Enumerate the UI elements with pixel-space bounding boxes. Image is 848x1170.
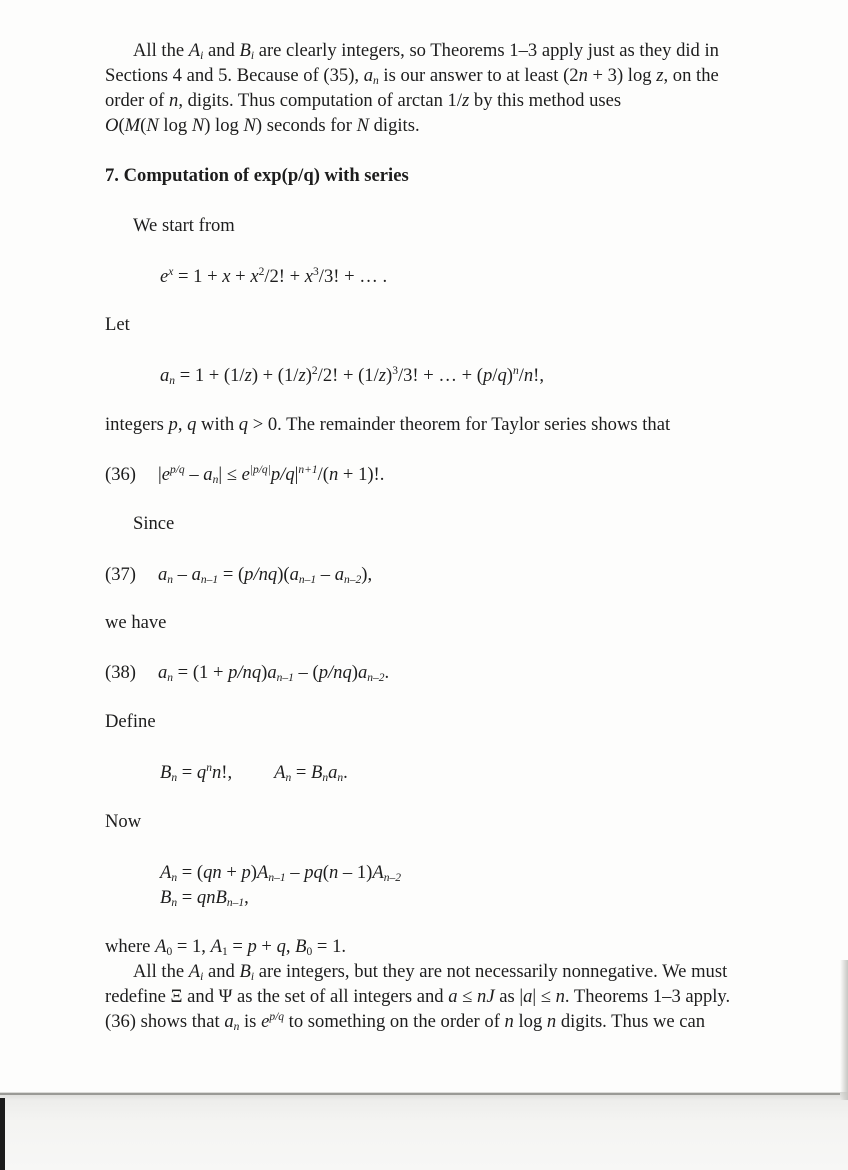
equation-recurrence-b: $B_n = qnB_{n-1}$, bbox=[160, 887, 249, 909]
paragraph-1-line-2: Sections 4 and 5. Because of (35), $a_n$ is our answer to at least (2n + 3) log z, on the bbox=[105, 65, 719, 87]
text-since: Since bbox=[133, 513, 175, 534]
text-now: Now bbox=[105, 811, 142, 832]
paragraph-1-line-4: O(M(N log N) log N) seconds for N digits. bbox=[105, 115, 420, 136]
paragraph-2-line-2: redefine Ξ and Ψ as the set of all integers and a ≤ nJ as |a| ≤ n. Theorems 1–3 apply. bbox=[105, 986, 731, 1007]
text-integers-line: integers p, q with q > 0. The remainder theorem for Taylor series shows that bbox=[105, 414, 671, 435]
equation-37: (37) $a_n - a_{n-1} = (p/nq)(a_{n-1} - a_{n-2})$, bbox=[105, 564, 373, 586]
equation-recurrence-a: $A_n = (qn + p)A_{n-1} - pq(n - 1)A_{n-2}$ bbox=[160, 862, 401, 884]
paragraph-1-line-1: All the $A_i$ and $B_i$ are clearly integers, so Theorems 1–3 apply just as they did in bbox=[133, 40, 719, 62]
equation-36: (36) $|e^{p/q} - a_n| \le e^{|p/q|}p/q|^{n+1}/(n + 1)$!. bbox=[105, 464, 385, 486]
page-edge-line bbox=[0, 1093, 840, 1095]
text-initial-conditions: where $A_0 = 1$, $A_1 = p + q$, $B_0 = 1$. bbox=[105, 936, 347, 958]
equation-define-bn-an: $B_n = q^nn$!, $A_n = B_na_n$. bbox=[160, 762, 348, 784]
paragraph-1-line-3: order of n, digits. Thus computation of arctan 1/z by this method uses bbox=[105, 90, 622, 111]
text-let: Let bbox=[105, 314, 130, 335]
text-define: Define bbox=[105, 711, 156, 732]
equation-exp-series: $e^x = 1 + x + x^2/2$! + $x^3/3$! + … . bbox=[160, 266, 388, 287]
scanner-edge-mark bbox=[0, 1098, 5, 1170]
text-we-start-from: We start from bbox=[133, 215, 235, 236]
text-we-have: we have bbox=[105, 612, 167, 633]
page-curl-shadow bbox=[840, 960, 848, 1100]
scan-margin bbox=[0, 1092, 848, 1170]
equation-an-definition: $a_n = 1 + (1/z) + (1/z)^2/2$! + $(1/z)^3/3$! + … + $(p/q)^n/n$!, bbox=[160, 365, 545, 387]
equation-38: (38) $a_n = (1 + p/nq)a_{n-1} - (p/nq)a_{n-2}$. bbox=[105, 662, 390, 684]
paragraph-2-line-1: All the $A_i$ and $B_i$ are integers, but they are not necessarily nonnegative. We must bbox=[133, 961, 728, 983]
paragraph-2-line-3: (36) shows that $a_n$ is $e^{p/q}$ to something on the order of n log n digits. Thus we can bbox=[105, 1011, 706, 1033]
section-heading: 7. Computation of exp(p/q) with series bbox=[105, 165, 409, 186]
